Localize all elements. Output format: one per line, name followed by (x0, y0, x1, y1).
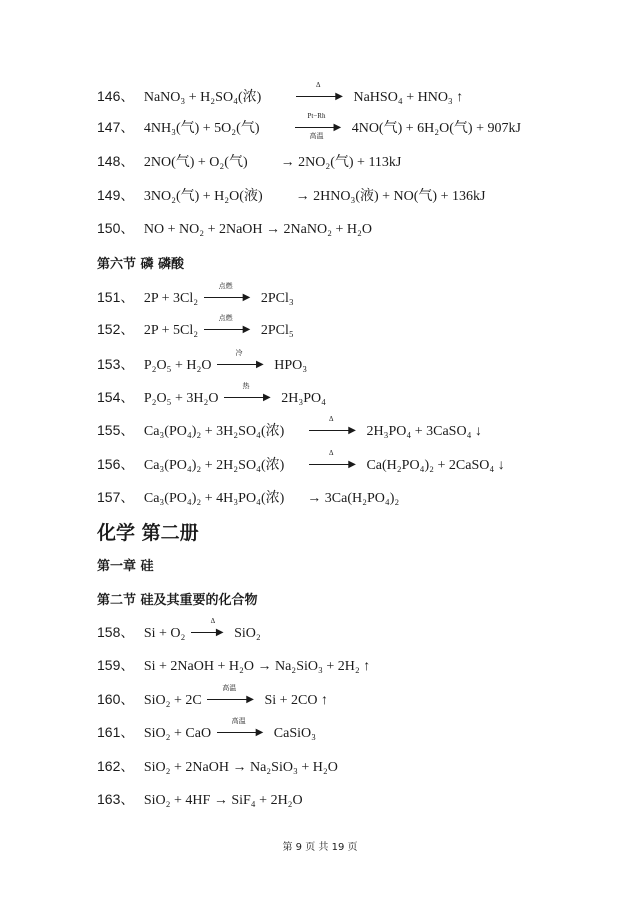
equation-number: 163、 (97, 791, 135, 807)
equation-rhs: 3Ca(H₂PO₄)₂ (324, 491, 400, 506)
equation-rhs: SiF₄ + 2H₂O (231, 793, 303, 808)
arrow-icon: → (213, 793, 228, 808)
equation-number: 158、 (97, 624, 135, 640)
equation-lhs: SiO₂ + 2C (143, 693, 202, 708)
equation-number: 150、 (97, 220, 135, 236)
equation-lhs: P₂O₅ + H₂O (143, 358, 212, 373)
reaction-arrow-icon: 高温 ▶ (207, 691, 259, 710)
reaction-condition: 热 (242, 382, 250, 391)
equation-151 (97, 282, 294, 308)
reaction-condition: 点燃 (218, 314, 233, 323)
reaction-arrow-icon: Pt−Rh ▶ 高温 (295, 119, 347, 138)
equation-152 (97, 314, 294, 340)
equation-rhs: 4NO(气) + 6H₂O(气) + 907kJ (351, 121, 521, 136)
page-footer: 第 9 页 共 19 页 (282, 842, 358, 853)
equation-number: 155、 (97, 422, 135, 438)
equation-number: 152、 (97, 321, 135, 337)
book-heading: 化学 第二册 (97, 522, 199, 544)
equation-147 (97, 112, 521, 141)
equation-lhs: Ca₃(PO₄)₂ + 4H₃PO₄(浓) (143, 491, 285, 506)
reaction-condition: 高温 (231, 717, 246, 726)
equation-rhs: 2HNO₃(液) + NO(气) + 136kJ (313, 189, 486, 204)
equation-lhs: Si + O₂ (143, 626, 186, 641)
section-heading: 第二节 硅及其重要的化合物 (97, 593, 258, 608)
equation-number: 147、 (97, 119, 135, 135)
equation-lhs: 2P + 3Cl₂ (143, 291, 199, 306)
equation-lhs: 2NO(气) + O₂(气) (143, 155, 248, 170)
equation-number: 161、 (97, 724, 135, 740)
equation-number: 146、 (97, 88, 135, 104)
arrow-icon: → (307, 491, 322, 506)
reaction-condition-below: 高温 (309, 132, 324, 141)
equation-rhs: 2NO₂(气) + 113kJ (298, 155, 402, 170)
equation-156 (97, 449, 505, 475)
equation-rhs: Ca(H₂PO₄)₂ + 2CaSO₄ ↓ (366, 458, 505, 473)
section-heading: 第六节 磷 磷酸 (97, 257, 185, 272)
reaction-condition: Pt−Rh (307, 112, 326, 121)
equation-rhs: HPO₃ (274, 358, 308, 373)
equation-rhs: 2H₃PO₄ + 3CaSO₄ ↓ (366, 424, 482, 439)
equation-rhs: 2H₃PO₄ (281, 391, 326, 406)
equation-lhs: SiO₂ + 2NaOH (143, 760, 229, 775)
equation-lhs: NaNO₃ + H₂SO₄(浓) (143, 90, 262, 105)
reaction-condition: 冷 (235, 349, 243, 358)
equation-rhs: Na₂SiO₃ + H₂O (249, 760, 338, 775)
equation-158 (97, 617, 261, 643)
reaction-condition: Δ (316, 81, 321, 90)
equation-148 (97, 152, 401, 172)
reaction-condition: Δ (210, 617, 216, 626)
equation-number: 162、 (97, 758, 135, 774)
equation-rhs: NaHSO₄ + HNO₃ ↑ (353, 90, 464, 105)
equation-number: 154、 (97, 389, 135, 405)
chapter-heading: 第一章 硅 (97, 559, 154, 574)
equation-lhs: SiO₂ + 4HF (143, 793, 211, 808)
equation-lhs: P₂O₅ + 3H₂O (143, 391, 219, 406)
equation-lhs: NO + NO₂ + 2NaOH (143, 222, 263, 237)
equation-rhs: 2PCl₃ (260, 291, 294, 306)
equation-159 (97, 656, 370, 676)
equation-rhs: CaSiO₃ (273, 726, 317, 741)
equation-lhs: 3NO₂(气) + H₂O(液) (143, 189, 263, 204)
equation-rhs: SiO₂ (234, 626, 261, 641)
equation-163 (97, 790, 303, 810)
equation-number: 156、 (97, 456, 135, 472)
equation-154 (97, 382, 326, 408)
reaction-arrow-icon: Δ ▶ (296, 88, 348, 107)
equation-rhs: Si + 2CO ↑ (264, 693, 328, 708)
equation-number: 151、 (97, 289, 135, 305)
equation-lhs: Ca₃(PO₄)₂ + 2H₂SO₄(浓) (143, 458, 285, 473)
equation-number: 149、 (97, 187, 135, 203)
equation-lhs: SiO₂ + CaO (143, 726, 212, 741)
reaction-arrow-icon: Δ ▶ (309, 422, 361, 441)
arrow-icon: → (257, 659, 272, 674)
equation-number: 153、 (97, 356, 135, 372)
reaction-arrow-icon: 冷 ▶ (217, 356, 269, 375)
equation-146 (97, 81, 464, 107)
reaction-arrow-icon: 点燃 ▶ (204, 289, 256, 308)
equation-162 (97, 757, 338, 777)
equation-lhs: Si + 2NaOH + H₂O (143, 659, 254, 674)
arrow-icon: → (232, 760, 247, 775)
equation-number: 159、 (97, 657, 135, 673)
equation-rhs: Na₂SiO₃ + 2H₂ ↑ (274, 659, 371, 674)
equation-160 (97, 684, 328, 710)
equation-number: 148、 (97, 153, 135, 169)
reaction-arrow-icon: 点燃 ▶ (204, 321, 256, 340)
equation-155 (97, 415, 482, 441)
reaction-condition: Δ (329, 449, 334, 458)
arrow-icon: → (280, 155, 295, 170)
reaction-condition: 高温 (222, 684, 237, 693)
equation-lhs: 2P + 5Cl₂ (143, 323, 199, 338)
equation-number: 160、 (97, 691, 135, 707)
equation-rhs: 2PCl₅ (260, 323, 294, 338)
reaction-arrow-icon: 热 ▶ (224, 389, 276, 408)
arrow-icon: → (266, 222, 281, 237)
reaction-arrow-icon: Δ ▶ (191, 624, 229, 643)
reaction-arrow-icon: 高温 ▶ (217, 724, 269, 743)
reaction-arrow-icon: Δ ▶ (309, 456, 361, 475)
equation-150 (97, 219, 372, 239)
arrow-icon: → (295, 189, 310, 204)
equation-161 (97, 717, 317, 743)
equation-149 (97, 186, 485, 206)
equation-lhs: Ca₃(PO₄)₂ + 3H₂SO₄(浓) (143, 424, 285, 439)
equation-157 (97, 488, 399, 508)
equation-rhs: 2NaNO₂ + H₂O (283, 222, 372, 237)
equation-number: 157、 (97, 489, 135, 505)
reaction-condition: Δ (329, 415, 334, 424)
equation-lhs: 4NH₃(气) + 5O₂(气) (143, 121, 260, 136)
equation-153 (97, 349, 308, 375)
reaction-condition: 点燃 (218, 282, 233, 291)
